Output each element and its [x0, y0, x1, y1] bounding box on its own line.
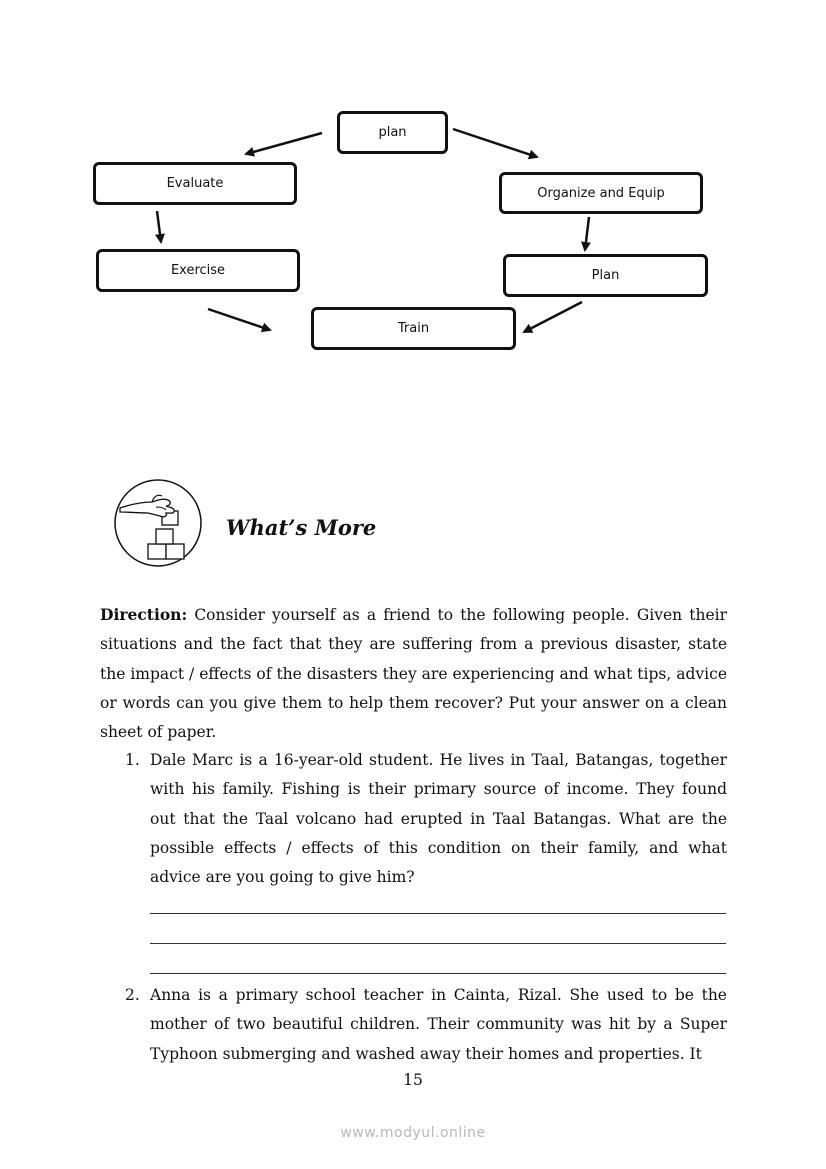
- answer-line-1[interactable]: [150, 913, 726, 914]
- answer-line-3[interactable]: [150, 973, 726, 974]
- arrow-plan-to-organize: [453, 129, 537, 157]
- answer-line-2[interactable]: [150, 943, 726, 944]
- node-evaluate-label: Evaluate: [166, 176, 224, 191]
- node-train: [311, 307, 516, 350]
- arrow-exercise-to-train: [208, 309, 270, 330]
- question-2: [100, 981, 727, 1069]
- node-train-label: Train: [397, 321, 430, 336]
- direction-text: Consider yourself as a friend to the following people. Given their situations and the fact that they are suffering from a previous disaster, state the impact / effects of the disasters they are experiencing and what tips, advice or words can you give them to help them recover? Put your answer on a clean sheet of paper.: [100, 606, 727, 742]
- question-2-number: 2.: [125, 986, 140, 1004]
- node-plan-right-label: Plan: [591, 268, 620, 283]
- question-1: [100, 746, 727, 892]
- node-exercise: [96, 249, 300, 292]
- node-exercise-label: Exercise: [170, 263, 226, 278]
- node-plan-top: [337, 111, 448, 154]
- watermark: www.modyul.online: [340, 1125, 486, 1141]
- node-plan-top-label: plan: [378, 125, 407, 140]
- direction-paragraph: [100, 600, 727, 747]
- question-1-number: 1.: [125, 751, 140, 769]
- question-1-text: Dale Marc is a 16-year-old student. He lives in Taal, Batangas, together with his family. Fishing is their primary source of income. They found out that the Taal volcano had erupted in Taal Batangas. What are the possible effects / effects of this condition on their family, and what advice are you going to give him?: [150, 751, 727, 887]
- arrow-plan-to-evaluate: [246, 133, 322, 154]
- section-title: What’s More: [226, 515, 377, 540]
- arrow-organize-to-plan: [585, 217, 589, 250]
- node-evaluate: [93, 162, 297, 205]
- page-number: 15: [403, 1071, 423, 1089]
- node-organize-and-equip: [499, 172, 703, 214]
- arrow-evaluate-to-exercise: [157, 211, 161, 242]
- hand-stacking-blocks-icon: [112, 478, 204, 568]
- direction-label: Direction:: [100, 605, 188, 624]
- node-plan-right: [503, 254, 708, 297]
- arrow-plan-to-train: [524, 302, 582, 332]
- node-organize-label: Organize and Equip: [537, 185, 665, 201]
- question-2-text: Anna is a primary school teacher in Cainta, Rizal. She used to be the mother of two beautiful children. Their community was hit by a Super Typhoon submerging and washed away their homes and properties. It: [150, 986, 727, 1063]
